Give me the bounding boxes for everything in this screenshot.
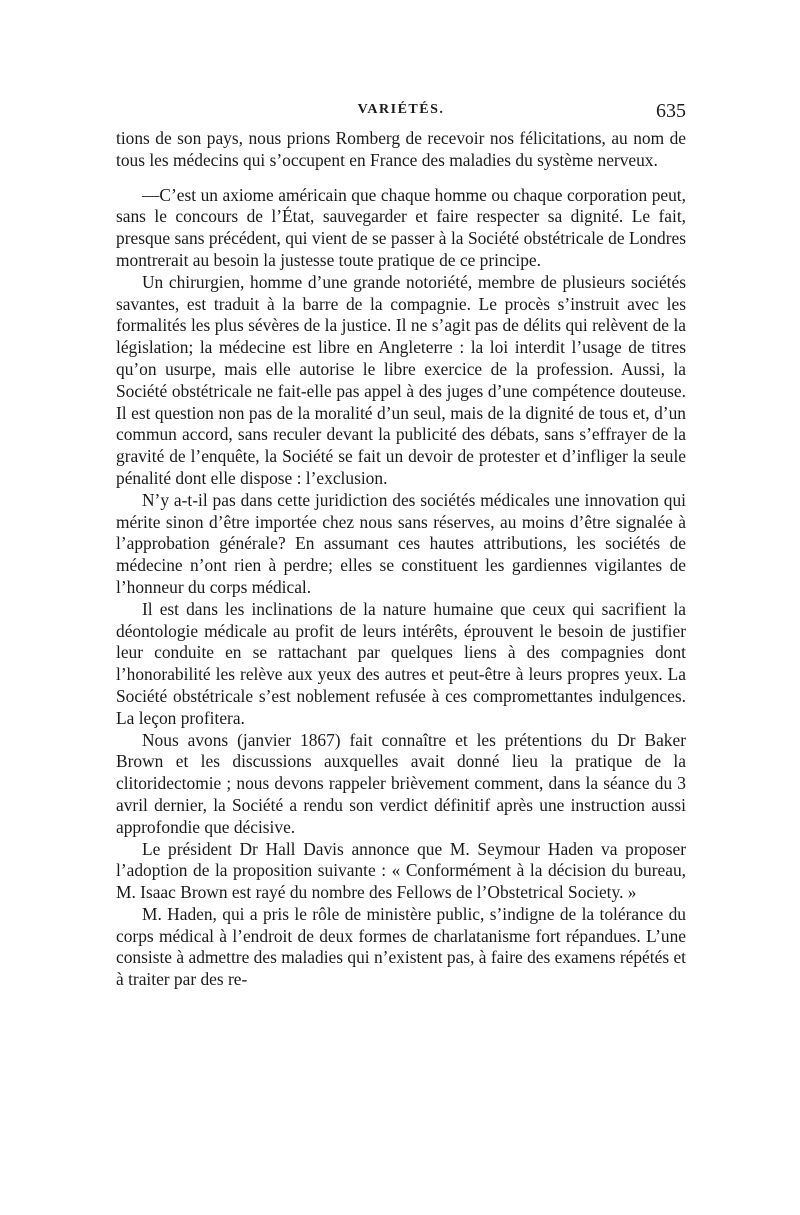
paragraph-1: tions de son pays, nous prions Romberg de recevoir nos félicitations, au nom de tous les médecins qui s’occupent en France des maladies du système nerveux. [116,128,686,170]
paragraph-8: M. Haden, qui a pris le rôle de ministère public, s’indigne de la tolérance du corps médical à l’endroit de deux formes de charlatanisme fort répandues. L’une consiste à admettre des maladies qui n’existent pas, à faire des examens répétés et à traiter par des re- [116,903,686,990]
paragraph-2: —C’est un axiome américain que chaque homme ou chaque corporation peut, sans le concours de l’État, sauvegarder et faire respecter sa dignité. Le fait, presque sans précédent, qui vient de se passer à la Société obstétricale de Londres montrerait au besoin la justesse toute pratique de ce principe. [116,184,686,270]
paragraph-7: Le président Dr Hall Davis annonce que M. Seymour Haden va proposer l’adoption de la proposition suivante : « Conformément à la décision du bureau, M. Isaac Brown est rayé du nombre des Fellows de l’Obstetrical Society. » [116,838,686,903]
paragraph-4: N’y a-t-il pas dans cette juridiction des sociétés médicales une innovation qui mérite sinon d’être importée chez nous sans réserves, au moins d’être signalée à l’approbation générale? En assumant ces hautes attributions, les sociétés de médecine n’ont rien à perdre; elles se constituent les gardiennes vigilantes de l’honneur du corps médical. [116,489,686,597]
running-title: VARIÉTÉS. [357,102,445,117]
page-number: 635 [656,100,686,122]
paragraph-6: Nous avons (janvier 1867) fait connaître et les prétentions du Dr Baker Brown et les discussions auxquelles avait donné lieu la pratique de la clitoridectomie ; nous devons rappeler brièvement comment, dans la séance du 3 avril dernier, la Société a rendu son verdict définitif après une instruction aussi approfondie que décisive. [116,729,686,837]
paragraph-5: Il est dans les inclinations de la nature humaine que ceux qui sacrifient la déontologie médicale au profit de leurs intérêts, éprouvent le besoin de justifier leur conduite en se rattachant par quelques liens à des compagnies dont l’honorabilité les relève aux yeux des autres et peut-être à leurs propres yeux. La Société obstétricale s’est noblement refusée à ces compromettantes indulgences. La leçon profitera. [116,598,686,728]
body-text [116,128,686,991]
paragraph-3: Un chirurgien, homme d’une grande notoriété, membre de plusieurs sociétés savantes, est traduit à la barre de la compagnie. Le procès s’instruit avec les formalités les plus sévères de la justice. Il ne s’agit pas de délits qui relèvent de la législation; la médecine est libre en Angleterre : la loi interdit l’usage de titres qu’on usurpe, mais elle autorise le libre exercice de la profession. Aussi, la Société obstétricale ne fait-elle pas appel à des juges d’une compétence douteuse. Il est question non pas de la moralité d’un seul, mais de la dignité de tous et, d’un commun accord, sans reculer devant la publicité des débats, sans s’effrayer de la gravité de l’enquête, la Société se fait un devoir de protester et d’infliger la seule pénalité dont elle dispose : l’exclusion. [116,271,686,488]
page-header [116,100,686,126]
